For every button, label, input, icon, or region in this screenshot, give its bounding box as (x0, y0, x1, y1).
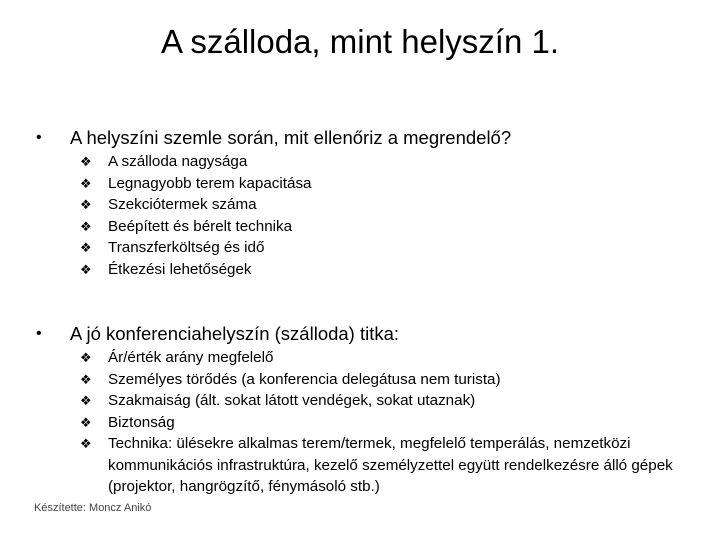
diamond-bullet-icon: ❖ (80, 261, 92, 277)
list-item (80, 433, 694, 498)
author-footer: Készítette: Moncz Anikó (34, 502, 152, 514)
list-item-text: Beépített és bérelt technika (108, 217, 293, 235)
list-item-text: Legnagyobb terem kapacitása (108, 174, 312, 192)
diamond-bullet-icon: ❖ (80, 154, 92, 169)
list-item (80, 237, 694, 259)
diamond-bullet-icon: ❖ (80, 350, 92, 365)
section-inspection (34, 126, 694, 280)
section-heading-text: A helyszíni szemle során, mit ellenőriz a megrendelő? (70, 127, 512, 148)
list-item (80, 194, 694, 216)
diamond-bullet-icon: ❖ (80, 218, 92, 234)
list-item (80, 347, 694, 369)
diamond-bullet-icon: ❖ (80, 436, 92, 451)
list-item (80, 173, 694, 195)
list-item-text: Szekciótermek száma (108, 196, 257, 213)
inspection-list (80, 151, 694, 280)
bullet-icon: • (36, 129, 42, 146)
bullet-icon: • (36, 325, 42, 342)
list-item-text: Transzferköltség és idő (108, 239, 265, 256)
list-item-text: Ár/érték arány megfelelő (108, 349, 274, 366)
list-item-text: Szakmaiság (ált. sokat látott vendégek, sokat utaznak) (108, 392, 476, 409)
list-item-text: Személyes törődés (a konferencia delegátusa nem turista) (108, 370, 501, 388)
section-heading-text: A jó konferenciahelyszín (szálloda) titka: (70, 323, 400, 344)
diamond-bullet-icon: ❖ (80, 197, 92, 212)
list-item (80, 369, 694, 391)
list-item-text: A szálloda nagysága (108, 153, 248, 170)
slide-title: A szálloda, mint helyszín 1. (160, 23, 560, 60)
diamond-bullet-icon: ❖ (80, 393, 92, 408)
secret-list (80, 347, 694, 498)
list-item (80, 412, 694, 434)
list-item (80, 390, 694, 412)
list-item-text: Étkezési lehetőségek (108, 260, 252, 278)
section-heading (34, 322, 694, 346)
section-heading (34, 126, 694, 150)
list-item (80, 216, 694, 238)
list-item (80, 259, 694, 281)
diamond-bullet-icon: ❖ (80, 371, 92, 387)
list-item-text: Technika: ülésekre alkalmas terem/termek, megfelelő temperálás, nemzetközi kommunikációs infrastruktúra, kezelő személyzettel együtt rendelkezésre álló gépek (projektor, hangrögzítő, fénymásoló stb.) (108, 435, 673, 495)
section-secret (34, 322, 694, 498)
diamond-bullet-icon: ❖ (80, 240, 92, 255)
diamond-bullet-icon: ❖ (80, 175, 92, 191)
list-item-text: Biztonság (108, 413, 175, 431)
list-item (80, 151, 694, 173)
diamond-bullet-icon: ❖ (80, 414, 92, 430)
